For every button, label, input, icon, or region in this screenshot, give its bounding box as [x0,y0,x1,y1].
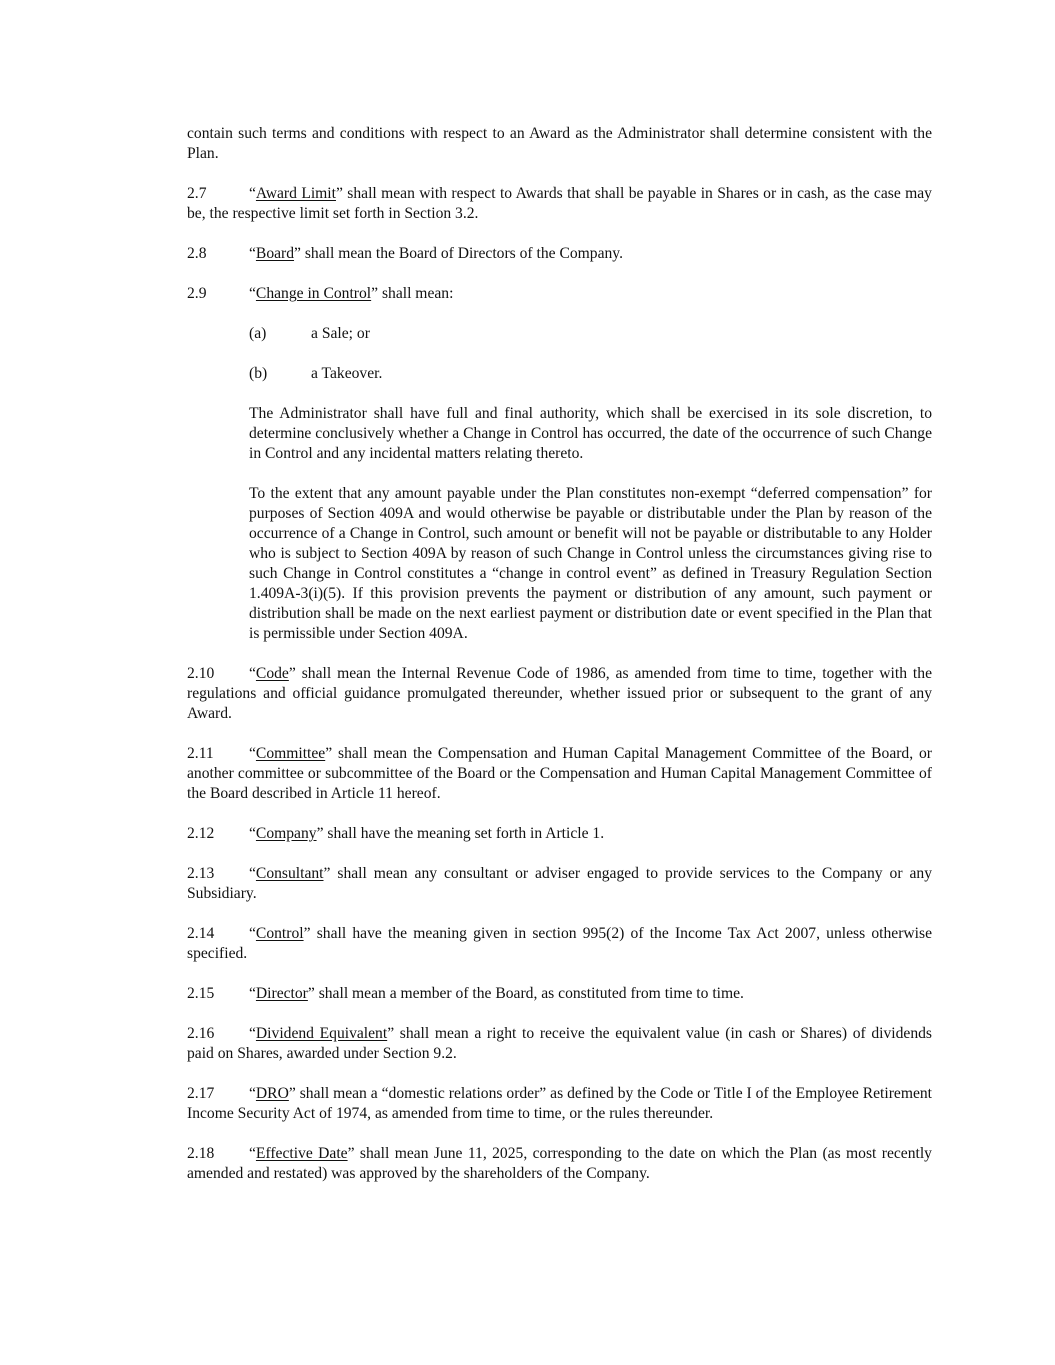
section-number: 2.12 [187,825,215,842]
document-page [187,124,932,1204]
section-number: 2.14 [187,925,215,942]
section-number: 2.16 [187,1025,215,1042]
intro-paragraph: contain such terms and conditions with respect to an Award as the Administrator shall determine consistent with the Plan. [187,125,932,162]
definition-text: shall mean the Board of Directors of the Company. [300,245,623,262]
defined-term: Code [255,665,289,682]
definition-text: shall mean a right to receive the equivalent value (in cash or Shares) of dividends paid on Shares, awarded under Section 9.2. [187,1025,932,1062]
defined-term: Committee [255,745,326,762]
defined-term: Company [255,825,317,842]
section-number: 2.11 [187,745,214,762]
section-number: 2.9 [187,285,207,302]
section-number: 2.7 [187,185,207,202]
defined-term: Dividend Equivalent [255,1025,388,1042]
section-number: 2.13 [187,865,215,882]
definitions-part-2 [187,664,932,1184]
change-in-control-items [187,324,932,384]
definition-text: shall mean a “domestic relations order” as defined by the Code or Title I of the Employee Retirement Income Security Act of 1974, as amended from time to time, or the rules thereunder. [187,1085,932,1122]
definition-consultant: 2.13 “Consultant” shall mean any consultant or adviser engaged to provide services to the Company or any Subsidiary. [187,865,932,902]
section-number: 2.15 [187,985,215,1002]
definition-text: shall have the meaning set forth in Article 1. [323,825,605,842]
definition-dro: 2.17 “DRO” shall mean a “domestic relations order” as defined by the Code or Title I of the Employee Retirement Income Security Act of 1974, as amended from time to time, or the rules thereunder. [187,1085,932,1122]
list-item: (b) a Takeover. [249,365,383,382]
definition-change-in-control: 2.9 “Change in Control” shall mean: [187,285,454,302]
definition-director: 2.15 “Director” shall mean a member of the Board, as constituted from time to time. [187,985,744,1002]
definitions-part-1 [187,184,932,304]
defined-term: DRO [255,1085,289,1102]
definition-text: shall mean: [378,285,454,302]
defined-term: Board [255,245,295,262]
change-in-control-409a-paragraph: To the extent that any amount payable under the Plan constitutes non-exempt “deferred compensation” for purposes of Section 409A and would otherwise be payable or distributable under the Plan by reason of the occurrence of a Change in Control, such amount or benefit will not be payable or distributable to any Holder who is subject to Section 409A by reason of such Change in Control unless the circumstances giving rise to such Change in Control constitutes a “change in control event” as defined in Treasury Regulation Section 1.409A-3(i)(5). If this provision prevents the payment or distribution of any amount, such payment or distribution shall be made on the next earliest payment or distribution date or event specified in the Plan that is permissible under Section 409A. [249,485,932,642]
definition-effective-date: 2.18 “Effective Date” shall mean June 11, 2025, corresponding to the date on which the Plan (as most recently amended and restated) was approved by the shareholders of the Company. [187,1145,932,1182]
definition-code: 2.10 “Code” shall mean the Internal Revenue Code of 1986, as amended from time to time, together with the regulations and official guidance promulgated thereunder, whether issued prior or subsequent to the grant of any Award. [187,665,932,722]
definition-control: 2.14 “Control” shall have the meaning given in section 995(2) of the Income Tax Act 2007, unless otherwise specified. [187,925,932,962]
defined-term: Award Limit [255,185,336,202]
section-number: 2.17 [187,1085,215,1102]
definition-text: shall mean any consultant or adviser engaged to provide services to the Company or any Subsidiary. [187,865,932,902]
definition-committee: 2.11 “Committee” shall mean the Compensation and Human Capital Management Committee of the Board, or another committee or subcommittee of the Board or the Compensation and Human Capital Management Committee of the Board described in Article 11 hereof. [187,745,932,802]
definition-text: shall mean June 11, 2025, corresponding to the date on which the Plan (as most recently amended and restated) was approved by the shareholders of the Company. [187,1145,932,1182]
definition-text: shall mean a member of the Board, as constituted from time to time. [314,985,744,1002]
defined-term: Control [255,925,304,942]
definition-company: 2.12 “Company” shall have the meaning set forth in Article 1. [187,825,605,842]
definition-board: 2.8 “Board” shall mean the Board of Directors of the Company. [187,245,623,262]
definition-text: shall mean the Compensation and Human Capital Management Committee of the Board, or another committee or subcommittee of the Board or the Compensation and Human Capital Management Committee of the Board described in Article 11 hereof. [187,745,932,802]
defined-term: Change in Control [255,285,372,302]
definition-text: shall mean the Internal Revenue Code of 1986, as amended from time to time, together with the regulations and official guidance promulgated thereunder, whether issued prior or subsequent to the grant of any Award. [187,665,932,722]
defined-term: Effective Date [255,1145,348,1162]
section-number: 2.8 [187,245,207,262]
defined-term: Director [255,985,308,1002]
definition-text: shall mean with respect to Awards that shall be payable in Shares or in cash, as the case may be, the respective limit set forth in Section 3.2. [187,185,932,222]
section-number: 2.18 [187,1145,215,1162]
definition-dividend-equivalent: 2.16 “Dividend Equivalent” shall mean a right to receive the equivalent value (in cash or Shares) of dividends paid on Shares, awarded under Section 9.2. [187,1025,932,1062]
definition-text: shall have the meaning given in section 995(2) of the Income Tax Act 2007, unless otherwise specified. [187,925,932,962]
definition-award-limit: 2.7 “Award Limit” shall mean with respect to Awards that shall be payable in Shares or in cash, as the case may be, the respective limit set forth in Section 3.2. [187,185,932,222]
change-in-control-authority-paragraph: The Administrator shall have full and final authority, which shall be exercised in its sole discretion, to determine conclusively whether a Change in Control has occurred, the date of the occurrence of such Change in Control and any incidental matters relating thereto. [249,405,932,462]
defined-term: Consultant [255,865,324,882]
list-item: (a) a Sale; or [249,325,370,342]
section-number: 2.10 [187,665,215,682]
